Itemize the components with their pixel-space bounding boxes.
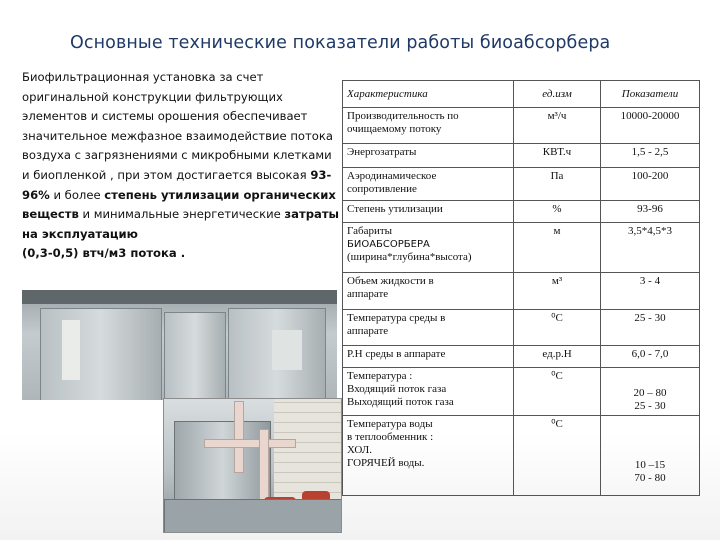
intro-bold-utilization: степень утилизации органических веществ <box>22 187 336 222</box>
bioabsorber-photo <box>22 290 337 400</box>
intro-text-2: и более <box>49 187 105 202</box>
table-row: Температура воды в теплообменник : ХОЛ. ГОРЯЧЕЙ воды. ⁰С 10 –15 70 - 80 <box>343 416 700 496</box>
table-row: P.H среды в аппарате ед.р.Н 6,0 - 7,0 <box>343 346 700 368</box>
slide-title: Основные технические показатели работы биоабсорбера <box>70 33 611 53</box>
table-row: Температура среды в аппарате ⁰С 25 - 30 <box>343 310 700 346</box>
intro-text-1: Биофильтрационная установка за счет оригинальной конструкции фильтрующих элементов и системы орошения обеспечивает значительное межфазное взаимодействие потока воздуха с загрязнениями с микробными клетками и биопленкой , при этом достигается высокая <box>22 70 333 182</box>
specs-table <box>342 80 700 496</box>
pump-unit-photo <box>163 398 342 533</box>
intro-bold-energy: (0,3-0,5) втч/м3 потока . <box>22 246 186 261</box>
table-row: Степень утилизации % 93-96 <box>343 201 700 223</box>
table-row: Производительность по очищаемому потоку м³/ч 10000-20000 <box>343 108 700 144</box>
intro-bold-costs: затраты на эксплуатацию <box>22 207 340 241</box>
header-values: Показатели <box>601 81 700 108</box>
table-row: Объем жидкости в аппарате м³ 3 - 4 <box>343 273 700 310</box>
intro-text-3: и минимальные энергетические <box>78 207 285 222</box>
table-row: Энергозатраты КВТ.ч 1,5 - 2,5 <box>343 144 700 168</box>
intro-paragraph <box>22 68 342 264</box>
table-row: Габариты БИОАБСОРБЕРА (ширина*глубина*высота) м 3,5*4,5*3 <box>343 223 700 273</box>
header-unit: ед.изм <box>514 81 601 108</box>
intro-bold-percent: 93-96% <box>22 167 332 202</box>
table-header-row <box>343 81 700 108</box>
table-row: Температура : Входящий поток газа Выходящий поток газа ⁰С 20 – 80 25 - 30 <box>343 368 700 416</box>
header-characteristic: Характеристика <box>343 81 514 108</box>
table-row: Аэродинамическое сопротивление Па 100-200 <box>343 168 700 201</box>
